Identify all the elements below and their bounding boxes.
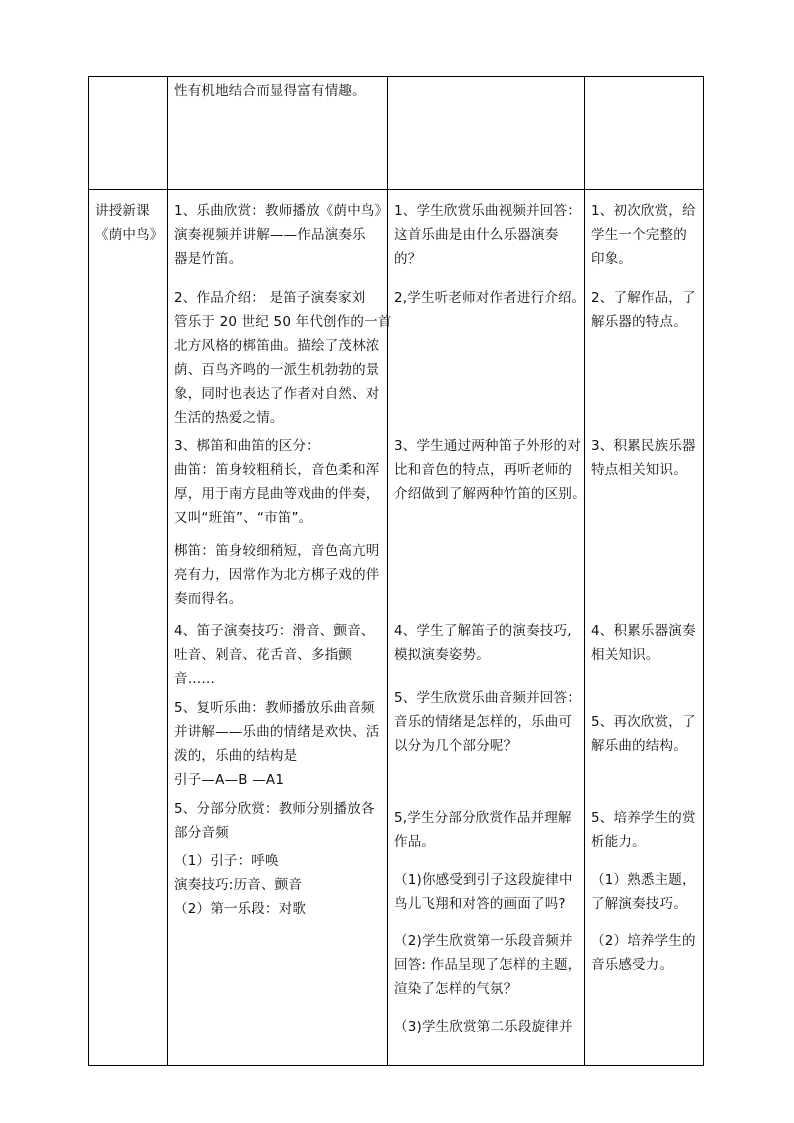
teacher-activity-line: 奏而得名。 [174, 591, 243, 607]
lesson-plan-table [88, 76, 704, 1066]
teacher-activity-line: 北方风格的梆笛曲。描绘了茂林浓 [174, 338, 380, 354]
design-intent-line: 3、积累民族乐器 [591, 438, 696, 454]
teacher-activity-line: 3、梆笛和曲笛的区分： [174, 438, 320, 454]
teacher-activity-line: 演奏技巧:历音、颤音 [174, 877, 303, 893]
student-activity-cell-empty [388, 77, 585, 190]
design-intent-line: 1、初次欣赏，给 [591, 203, 696, 219]
design-intent-line: 特点相关知识。 [591, 462, 687, 478]
teacher-activity-line: 又叫“班笛”、“市笛”。 [174, 510, 313, 526]
teacher-activity-line: 生活的热爱之情。 [174, 410, 284, 426]
student-activity-line: 比和音色的特点，再听老师的 [394, 462, 573, 478]
design-intent-line: 4、积累乐器演奏 [591, 623, 696, 639]
section-title-cell [89, 190, 168, 1066]
design-intent-line: 2、了解作品，了 [591, 290, 696, 306]
student-activity-line: 回答: 作品呈现了怎样的主题， [394, 957, 582, 973]
student-activity-line: 1、学生欣赏乐曲视频并回答： [394, 203, 581, 219]
teacher-activity-line: 部分音频 [174, 825, 229, 841]
teacher-activity-line: 象，同时也表达了作者对自然、对 [174, 386, 380, 402]
design-intent-line: 解乐曲的结构。 [591, 738, 687, 754]
design-intent-line: 5、培养学生的赏 [591, 810, 696, 826]
teacher-activity-line: 演奏视频并讲解——作品演奏乐 [174, 227, 366, 243]
design-intent-line: 印象。 [591, 251, 633, 267]
design-intent-line: （1）熟悉主题， [591, 872, 696, 888]
student-activity-line: 介绍做到了解两种竹笛的区别。 [394, 486, 586, 502]
teacher-activity-line: 音…… [174, 671, 216, 687]
teacher-activity-line: 厚，用于南方昆曲等戏曲的伴奏， [174, 486, 380, 502]
student-activity-line: 的？ [394, 251, 422, 267]
teacher-activity-line: 梆笛：笛身较细稍短，音色高亢明 [174, 543, 380, 559]
teacher-activity-line: 泼的，乐曲的结构是 [174, 748, 298, 764]
student-activity-line: （2)学生欣赏第一乐段音频并 [394, 933, 573, 949]
teacher-activity-line: 引子—A—B —A1 [174, 772, 285, 788]
teacher-activity-line: 亮有力，因常作为北方梆子戏的伴 [174, 567, 380, 583]
teacher-activity-line: 5、分部分欣赏：教师分别播放各 [174, 801, 375, 817]
student-activity-line: 作品。 [394, 834, 436, 850]
teacher-activity-cell [168, 190, 392, 1066]
table-row-continued [89, 77, 704, 190]
student-activity-line: 以分为几个部分呢？ [394, 738, 518, 754]
teacher-activity-line: （2）第一乐段：对歌 [174, 901, 307, 917]
student-activity-line: 5,学生分部分欣赏作品并理解 [394, 810, 572, 826]
design-intent-cell-empty [585, 77, 704, 190]
section-cell-empty [89, 77, 168, 190]
design-intent-line: 学生一个完整的 [591, 227, 687, 243]
design-intent-cell [585, 190, 704, 1066]
student-activity-line: 鸟儿飞翔和对答的画面了吗? [394, 896, 566, 912]
design-intent-line: （2）培养学生的 [591, 933, 696, 949]
design-intent-line: 了解演奏技巧。 [591, 896, 687, 912]
teacher-activity-line: 并讲解——乐曲的情绪是欢快、活 [174, 724, 380, 740]
teacher-activity-line: 管乐于 20 世纪 50 年代创作的一首 [174, 314, 392, 330]
section-title-line: 《荫中鸟》 [95, 227, 164, 243]
teacher-activity-line: 5、复听乐曲：教师播放乐曲音频 [174, 700, 375, 716]
teacher-activity-line: 2、作品介绍： 是笛子演奏家刘 [174, 290, 366, 306]
design-intent-line: 相关知识。 [591, 647, 660, 663]
student-activity-line: （3)学生欣赏第二乐段旋律并 [394, 1019, 573, 1035]
teacher-activity-line: 4、笛子演奏技巧：滑音、颤音、 [174, 623, 375, 639]
design-intent-line: 音乐感受力。 [591, 957, 674, 973]
teacher-activity-line: 荫、百鸟齐鸣的一派生机勃勃的景 [174, 362, 380, 378]
teacher-activity-line: 器是竹笛。 [174, 251, 243, 267]
teacher-activity-line: 吐音、剁音、花舌音、多指颤 [174, 647, 353, 663]
student-activity-line: （1)你感受到引子这段旋律中 [394, 872, 573, 888]
design-intent-line: 解乐器的特点。 [591, 314, 687, 330]
design-intent-line: 析能力。 [591, 834, 646, 850]
table-row-new-lesson [89, 190, 704, 1066]
student-activity-cell [388, 190, 585, 1066]
student-activity-line: 渲染了怎样的气氛？ [394, 981, 518, 997]
teacher-activity-line: 曲笛：笛身较粗稍长，音色柔和浑 [174, 462, 380, 478]
teacher-activity-cell-continued [168, 77, 388, 190]
student-activity-line: 模拟演奏姿势。 [394, 647, 490, 663]
design-intent-line: 5、再次欣赏，了 [591, 714, 696, 730]
teacher-activity-line: 1、乐曲欣赏：教师播放《荫中鸟》 [174, 203, 389, 219]
teacher-activity-line: （1）引子：呼唤 [174, 853, 279, 869]
student-activity-line: 5、学生欣赏乐曲音频并回答： [394, 690, 581, 706]
section-title-line: 讲授新课 [95, 203, 150, 219]
student-activity-line: 音乐的情绪是怎样的，乐曲可 [394, 714, 573, 730]
content-line: 性有机地结合而显得富有情趣。 [174, 83, 366, 99]
student-activity-line: 2,学生听老师对作者进行介绍。 [394, 290, 586, 306]
student-activity-line: 4、学生了解笛子的演奏技巧, [394, 623, 572, 639]
student-activity-line: 这首乐曲是由什么乐器演奏 [394, 227, 559, 243]
student-activity-line: 3、学生通过两种笛子外形的对 [394, 438, 581, 454]
